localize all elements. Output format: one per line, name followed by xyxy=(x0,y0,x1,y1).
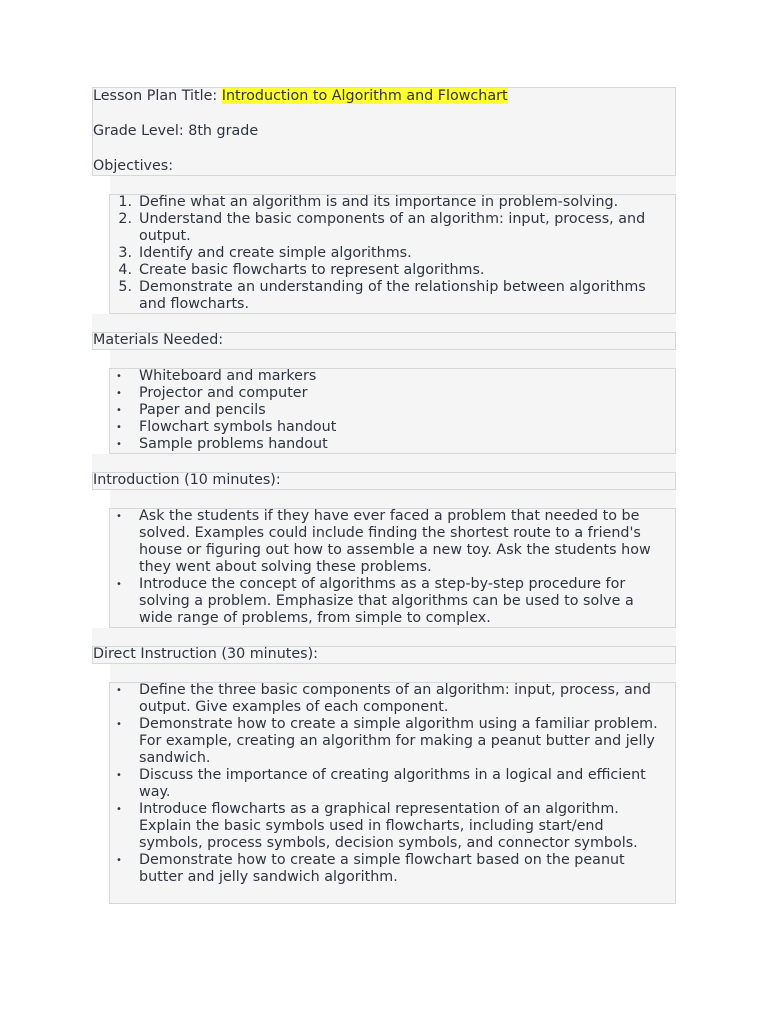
introduction-gap-top xyxy=(92,454,676,472)
lesson-title-value: Introduction to Algorithm and Flowchart xyxy=(221,88,508,104)
direct-item: • Discuss the importance of creating algorithms in a logical and efficient way. xyxy=(116,767,646,800)
objective-item: 1. Define what an algorithm is and its importance in problem-solving. xyxy=(118,194,619,210)
objective-item: 3. Identify and create simple algorithms. xyxy=(118,245,412,261)
objectives-gap xyxy=(110,176,676,194)
introduction-item: • Introduce the concept of algorithms as a step-by-step procedure for solving a problem. Emphasize that algorithms can be used to solve a wide range of problems, from simple to complex. xyxy=(116,576,634,626)
direct-item: • Define the three basic components of an algorithm: input, process, and output. Give examples of each component. xyxy=(116,682,651,715)
direct-item: • Introduce flowcharts as a graphical representation of an algorithm. Explain the basic symbols used in flowcharts, including start/end symbols, process symbols, decision symbols, and connector symbols. xyxy=(116,801,638,851)
lesson-title-label: Lesson Plan Title: xyxy=(93,88,222,104)
materials-gap-top xyxy=(92,314,676,332)
introduction-list xyxy=(110,508,670,627)
materials-heading: Materials Needed: xyxy=(93,332,224,348)
objective-item: 4. Create basic flowcharts to represent algorithms. xyxy=(118,262,485,278)
direct-item: • Demonstrate how to create a simple algorithm using a familiar problem. For example, creating an algorithm for making a peanut butter and jelly sandwich. xyxy=(116,716,658,766)
introduction-gap xyxy=(110,490,676,508)
introduction-heading: Introduction (10 minutes): xyxy=(93,472,281,488)
material-item: • Projector and computer xyxy=(116,385,308,401)
lesson-title-line xyxy=(93,88,508,105)
grade-level: Grade Level: 8th grade xyxy=(93,123,259,139)
direct-gap xyxy=(110,664,676,682)
material-item: • Flowchart symbols handout xyxy=(116,419,337,435)
objective-item: 5. Demonstrate an understanding of the relationship between algorithms and flowcharts. xyxy=(118,279,646,312)
direct-item: • Demonstrate how to create a simple flowchart based on the peanut butter and jelly sandwich algorithm. xyxy=(116,852,625,885)
material-item: • Sample problems handout xyxy=(116,436,328,452)
material-item: • Paper and pencils xyxy=(116,402,266,418)
direct-list xyxy=(110,682,670,886)
direct-heading: Direct Instruction (30 minutes): xyxy=(93,646,318,662)
material-item: • Whiteboard and markers xyxy=(116,368,317,384)
materials-gap xyxy=(110,350,676,368)
objectives-heading: Objectives: xyxy=(93,158,174,174)
introduction-item: • Ask the students if they have ever faced a problem that needed to be solved. Examples could include finding the shortest route to a friend's house or figuring out how to assemble a new toy. Ask the students how they went about solving these problems. xyxy=(116,508,651,575)
materials-list xyxy=(110,368,670,453)
direct-gap-top xyxy=(92,628,676,646)
objective-item: 2. Understand the basic components of an algorithm: input, process, and output. xyxy=(118,211,646,244)
objectives-list xyxy=(110,194,670,313)
